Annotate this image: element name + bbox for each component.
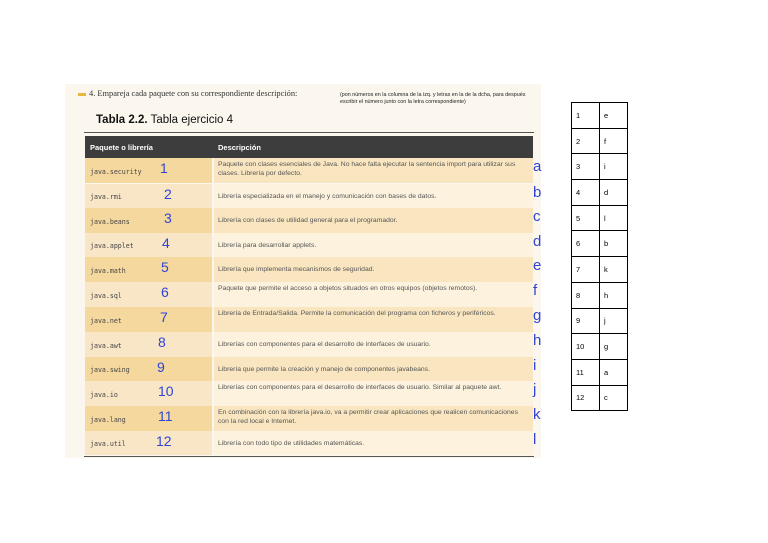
description-text: Paquete que permite el acceso a objetos situados en otros equipos (objetos remotos). — [218, 285, 478, 292]
package-name: java.awt — [90, 341, 122, 350]
table-title-number: Tabla 2.2. — [96, 114, 148, 126]
description-text: Librerías con componentes para el desarrollo de interfaces de usuario. — [218, 341, 431, 348]
handwritten-letter: l — [533, 431, 537, 448]
table-title — [96, 114, 233, 126]
table-bottom-rule — [84, 456, 534, 457]
package-name: java.swing — [90, 366, 130, 374]
package-cell — [85, 257, 212, 282]
answer-row — [572, 180, 628, 206]
package-cell — [85, 332, 212, 357]
answer-row — [572, 385, 628, 411]
exercise-heading — [78, 89, 297, 98]
answer-number: 5 — [572, 205, 600, 231]
answer-row — [572, 128, 628, 154]
description-cell — [214, 357, 533, 381]
table-top-rule — [84, 132, 534, 133]
table-row — [85, 282, 533, 307]
handwritten-letter: i — [533, 357, 537, 374]
handwritten-letter: j — [533, 381, 537, 398]
description-cell — [214, 431, 533, 455]
package-cell — [85, 406, 212, 431]
handwritten-number: 4 — [162, 235, 170, 251]
package-name: java.beans — [90, 217, 130, 226]
package-cell — [85, 158, 212, 183]
handwritten-number: 9 — [157, 359, 165, 375]
package-cell — [85, 184, 212, 208]
description-text: Librería especializada en el manejo y comunicación con bases de datos. — [218, 192, 437, 200]
package-name: java.applet — [90, 242, 134, 250]
table-row — [85, 406, 533, 431]
answer-number: 8 — [572, 282, 600, 308]
answer-row — [572, 231, 628, 257]
handwritten-number: 6 — [161, 284, 169, 300]
answer-row — [572, 103, 628, 129]
package-cell — [85, 357, 212, 381]
description-text: Librería de Entrada/Salida. Permite la comunicación del programa con ficheros y periféricos. — [218, 310, 496, 317]
answer-letter: c — [600, 385, 628, 411]
answer-table — [571, 102, 628, 411]
description-cell — [214, 158, 533, 183]
answer-row — [572, 257, 628, 283]
answer-number: 10 — [572, 334, 600, 360]
table-row — [85, 184, 533, 208]
package-cell — [85, 208, 212, 233]
package-name: java.math — [90, 266, 126, 275]
description-text: Librerías con componentes para el desarrollo de interfaces de usuario. Similar al paquete awt. — [218, 384, 502, 391]
header-description: Descripción — [218, 143, 261, 152]
handwritten-letter: f — [533, 282, 538, 299]
description-cell — [214, 332, 533, 357]
description-text: Paquete con clases esenciales de Java. No hace falta ejecutar la sentencia import para utilizar sus clases. Librería por defecto. — [218, 161, 516, 177]
table-row — [85, 158, 533, 183]
handwritten-letter: c — [533, 208, 541, 225]
answer-number: 11 — [572, 359, 600, 385]
table-row — [85, 431, 533, 455]
handwritten-letter: d — [533, 233, 542, 250]
description-cell — [214, 184, 533, 208]
description-text: Librería que implementa mecanismos de seguridad. — [218, 266, 375, 273]
handwritten-number: 10 — [158, 383, 174, 399]
description-cell — [214, 208, 533, 233]
package-name: java.lang — [90, 415, 126, 424]
handwritten-number: 8 — [158, 334, 166, 350]
answer-row — [572, 154, 628, 180]
handwritten-number: 3 — [164, 210, 172, 226]
table-row — [85, 357, 533, 381]
answer-row — [572, 282, 628, 308]
handwritten-number: 11 — [158, 408, 173, 424]
handwritten-letter: a — [533, 158, 542, 175]
package-cell — [85, 307, 212, 332]
handwritten-number: 7 — [160, 309, 168, 325]
answer-letter: h — [600, 282, 628, 308]
description-cell — [214, 233, 533, 257]
answer-number: 6 — [572, 231, 600, 257]
description-text: Librería que permite la creación y manejo de componentes javabeans. — [218, 365, 430, 373]
answer-row — [572, 308, 628, 334]
answer-letter: l — [600, 205, 628, 231]
header-package: Paquete o librería — [90, 143, 153, 152]
description-text: En combinación con la librería java.io, va a permitir crear aplicaciones que realicen comunicaciones con la red local e Internet. — [218, 409, 518, 425]
table-row — [85, 332, 533, 357]
handwritten-letter: k — [533, 406, 541, 423]
handwritten-number: 5 — [161, 259, 169, 275]
description-cell — [214, 257, 533, 282]
description-cell — [214, 406, 533, 431]
answer-number: 12 — [572, 385, 600, 411]
exercise-note: (pon números en la columna de la izq. y letras en la de la dcha, para después escribir el número junto con la letra correspondiente) — [340, 92, 526, 105]
table-row — [85, 208, 533, 233]
exercise-heading-text: 4. Empareja cada paquete con su correspondiente descripción: — [89, 89, 298, 98]
description-cell — [214, 282, 533, 307]
answer-number: 2 — [572, 128, 600, 154]
answer-letter: b — [600, 231, 628, 257]
handwritten-number: 12 — [156, 433, 172, 449]
answer-letter: e — [600, 103, 628, 129]
package-cell — [85, 233, 212, 257]
answer-letter: a — [600, 359, 628, 385]
package-cell — [85, 282, 212, 307]
answer-letter: i — [600, 154, 628, 180]
answer-number: 1 — [572, 103, 600, 129]
handwritten-letter: g — [533, 307, 542, 324]
table-title-text: Tabla ejercicio 4 — [150, 114, 234, 126]
package-name: java.rmi — [90, 193, 122, 201]
handwritten-letter: b — [533, 184, 542, 201]
answer-row — [572, 205, 628, 231]
answer-letter: j — [600, 308, 628, 334]
answer-letter: k — [600, 257, 628, 283]
answer-number: 7 — [572, 257, 600, 283]
answer-row — [572, 334, 628, 360]
answer-row — [572, 359, 628, 385]
description-cell — [214, 307, 533, 332]
table-row — [85, 307, 533, 332]
answer-letter: d — [600, 180, 628, 206]
answer-number: 4 — [572, 180, 600, 206]
package-name: java.io — [90, 390, 118, 399]
package-name: java.sql — [90, 291, 122, 300]
description-text: Librería con todo tipo de utilidades matemáticas. — [218, 439, 365, 447]
handwritten-letter: e — [533, 257, 542, 274]
package-name: java.security — [90, 167, 142, 176]
description-cell — [214, 381, 533, 406]
answer-letter: f — [600, 128, 628, 154]
answer-number: 3 — [572, 154, 600, 180]
heading-marker — [78, 93, 86, 96]
description-text: Librería para desarrollar applets. — [218, 241, 317, 249]
package-cell — [85, 431, 212, 455]
handwritten-number: 1 — [160, 160, 168, 176]
answer-number: 9 — [572, 308, 600, 334]
handwritten-letter: h — [533, 332, 542, 349]
handwritten-number: 2 — [164, 186, 172, 202]
answer-letter: g — [600, 334, 628, 360]
package-name: java.util — [90, 440, 126, 448]
table-row — [85, 257, 533, 282]
table-row — [85, 233, 533, 257]
description-text: Librería con clases de utilidad general para el programador. — [218, 217, 398, 224]
package-name: java.net — [90, 316, 122, 325]
package-cell — [85, 381, 212, 406]
table-row — [85, 381, 533, 406]
